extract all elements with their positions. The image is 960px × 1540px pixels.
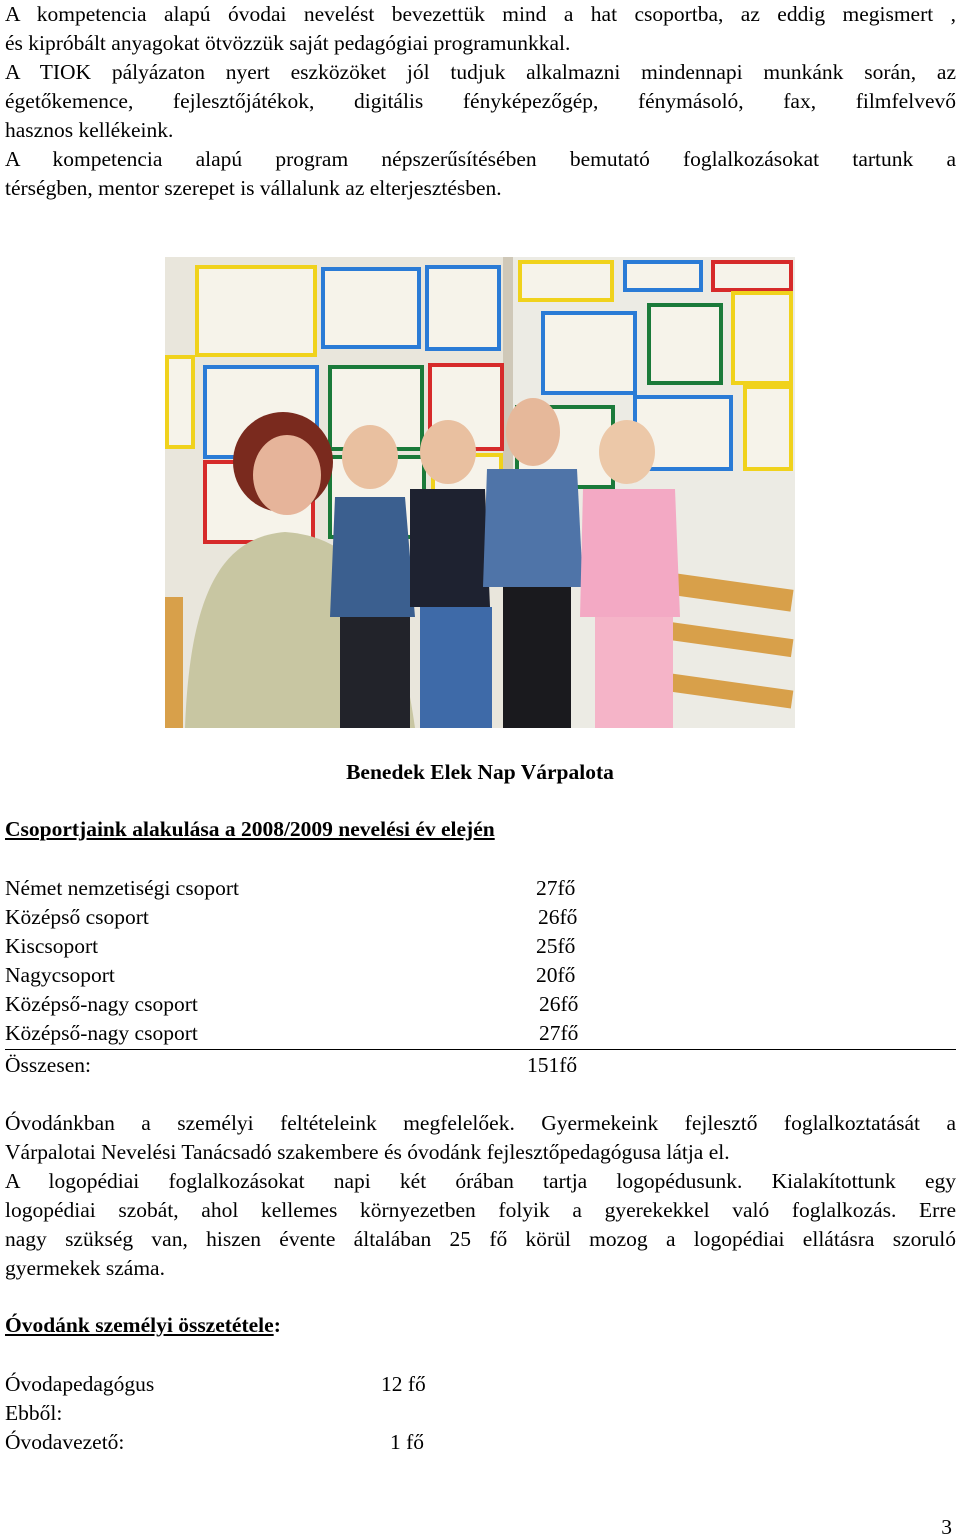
composition-heading-colon: : — [273, 1313, 281, 1337]
group-count: 25fő — [536, 934, 576, 958]
photo-caption: Benedek Elek Nap Várpalota — [346, 760, 614, 784]
group-count: 27fő — [539, 1021, 579, 1045]
event-photo — [165, 257, 795, 728]
photo-illustration — [165, 257, 795, 728]
text-line: Óvodánkban a személyi feltételeink megfelelőek. Gyermekeink fejlesztő foglalkoztatását a — [5, 1111, 956, 1135]
group-name: Középső csoport — [5, 905, 149, 929]
page-number: 3 — [941, 1515, 952, 1539]
groups-heading: Csoportjaink alakulása a 2008/2009 nevelési év elején — [5, 817, 495, 841]
group-name: Német nemzetiségi csoport — [5, 876, 240, 900]
group-name: Kiscsoport — [5, 934, 99, 958]
group-count: 20fő — [536, 963, 576, 987]
text-line: A kompetencia alapú óvodai nevelést bevezettük mind a hat csoportba, az eddig megismert , — [5, 2, 956, 26]
staff-count: 1 fő — [390, 1430, 425, 1454]
text-line: Várpalotai Nevelési Tanácsadó szakembere és óvodánk fejlesztőpedagógusa látja el. — [5, 1140, 730, 1164]
text-line: és kipróbált anyagokat ötvözzük saját pedagógiai programunkkal. — [5, 31, 571, 55]
text-line: A logopédiai foglalkozásokat napi két órában tartja logopédusunk. Kialakítottunk egy — [5, 1169, 956, 1193]
staff-paragraph — [5, 1109, 956, 1283]
text-line: nagy szükség van, hiszen évente általában 25 fő körül mozog a logopédiai ellátásra szoruló — [5, 1227, 956, 1251]
staff-role: Óvodavezető: — [5, 1430, 125, 1454]
text-line: hasznos kellékeink. — [5, 118, 174, 142]
group-count: 26fő — [538, 905, 578, 929]
group-name: Nagycsoport — [5, 963, 115, 987]
text-line: gyermekek száma. — [5, 1256, 165, 1280]
staff-count: 12 fő — [381, 1372, 426, 1396]
staff-role: Ebből: — [5, 1401, 63, 1425]
text-line: égetőkemence, fejlesztőjátékok, digitális fényképezőgép, fénymásoló, fax, filmfelvevő — [5, 89, 956, 113]
text-line: A TIOK pályázaton nyert eszközöket jól tudjuk alkalmazni mindennapi munkánk során, az — [5, 60, 956, 84]
composition-heading — [5, 1313, 281, 1338]
group-count: 26fő — [539, 992, 579, 1016]
total-label: Összesen: — [5, 1053, 91, 1077]
staff-role: Óvodapedagógus — [5, 1372, 155, 1396]
composition-heading-text: Óvodánk személyi összetétele — [5, 1313, 274, 1337]
total-divider — [5, 1049, 956, 1050]
group-name: Középső-nagy csoport — [5, 1021, 198, 1045]
text-line: logopédiai szobát, ahol kellemes környezetben folyik a gyerekekkel való foglalkozás. Erre — [5, 1198, 956, 1222]
text-line: térségben, mentor szerepet is vállalunk az elterjesztésben. — [5, 176, 502, 200]
total-value: 151fő — [527, 1053, 578, 1077]
intro-paragraph — [5, 0, 956, 203]
group-count: 27fő — [536, 876, 576, 900]
group-name: Középső-nagy csoport — [5, 992, 198, 1016]
text-line: A kompetencia alapú program népszerűsítésében bemutató foglalkozásokat tartunk a — [5, 147, 956, 171]
